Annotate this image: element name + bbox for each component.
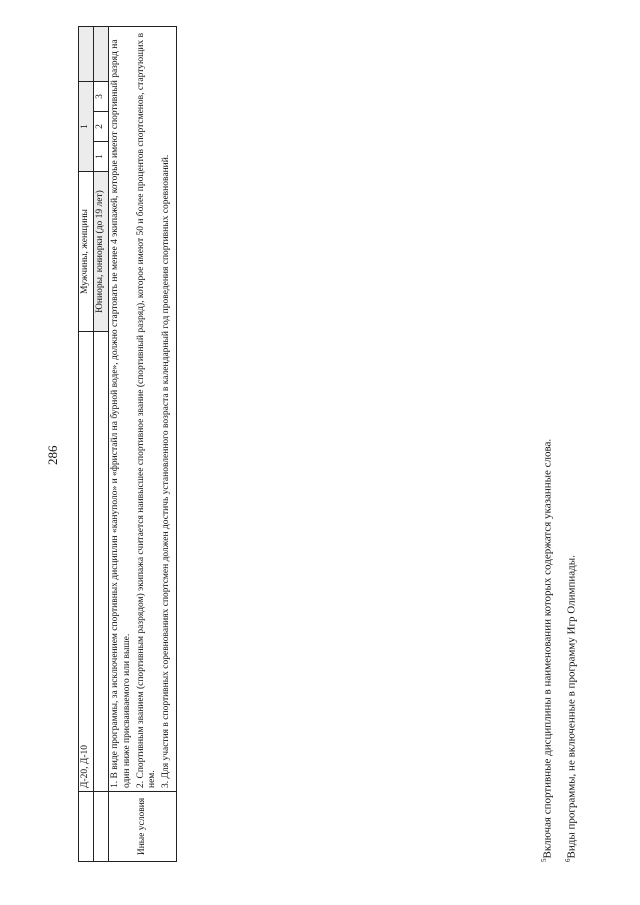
table-row bbox=[108, 26, 176, 861]
condition-item: 2. Спортивным званием (спортивным разрядом) экипажа считается наивысшее спортивное звание (спортивный разряд), которое имеют 50 и более процентов спортсменов, стартующих в нем. bbox=[135, 32, 158, 788]
footnote-mark: 6 bbox=[564, 858, 573, 862]
group-header-cell: Мужчины, женщины bbox=[79, 172, 94, 332]
table-row bbox=[93, 26, 108, 861]
page-number: 286 bbox=[45, 445, 60, 465]
shaded-cell bbox=[79, 26, 94, 81]
footnote bbox=[564, 439, 580, 862]
col-number-2: 2 bbox=[93, 112, 108, 142]
col-number-3: 3 bbox=[93, 81, 108, 111]
footnote-mark: 5 bbox=[540, 858, 548, 862]
footnote-text: Включая спортивные дисциплины в наименовании которых содержатся указанные слова. bbox=[541, 438, 554, 859]
conditions-label: Иные условия bbox=[108, 792, 176, 862]
empty-cell bbox=[93, 792, 108, 862]
footnote-text: Виды программы, не включенные в программу Игр Олимпиады. bbox=[565, 555, 578, 859]
requirements-table bbox=[78, 26, 177, 862]
subgroup-cell: Юниоры, юниорки (до 19 лет) bbox=[93, 172, 108, 332]
col-number-1: 1 bbox=[93, 142, 108, 172]
table-row bbox=[79, 26, 94, 861]
condition-item: 3. Для участия в спортивных соревнованиях спортсмен должен достичь установленного возраста в календарный год проведения спортивных соревнований. bbox=[161, 154, 172, 788]
footnotes bbox=[540, 439, 588, 862]
shaded-cell bbox=[93, 26, 108, 81]
condition-item: 1. В виде программы, за исключением спортивных дисциплин «кануполо» и «фристайл на бурной воде», должно стартовать не менее 4 экипажей, которые имеют спортивный разряд на один ниже присваиваемого или выше. bbox=[109, 39, 132, 788]
discipline-codes-cell: Д-20, Д-10 bbox=[79, 332, 94, 792]
conditions-list bbox=[108, 26, 176, 791]
empty-cell bbox=[93, 332, 108, 792]
footnote bbox=[540, 439, 556, 862]
row-marker-cell: 1 bbox=[79, 81, 94, 171]
empty-cell bbox=[79, 792, 94, 862]
